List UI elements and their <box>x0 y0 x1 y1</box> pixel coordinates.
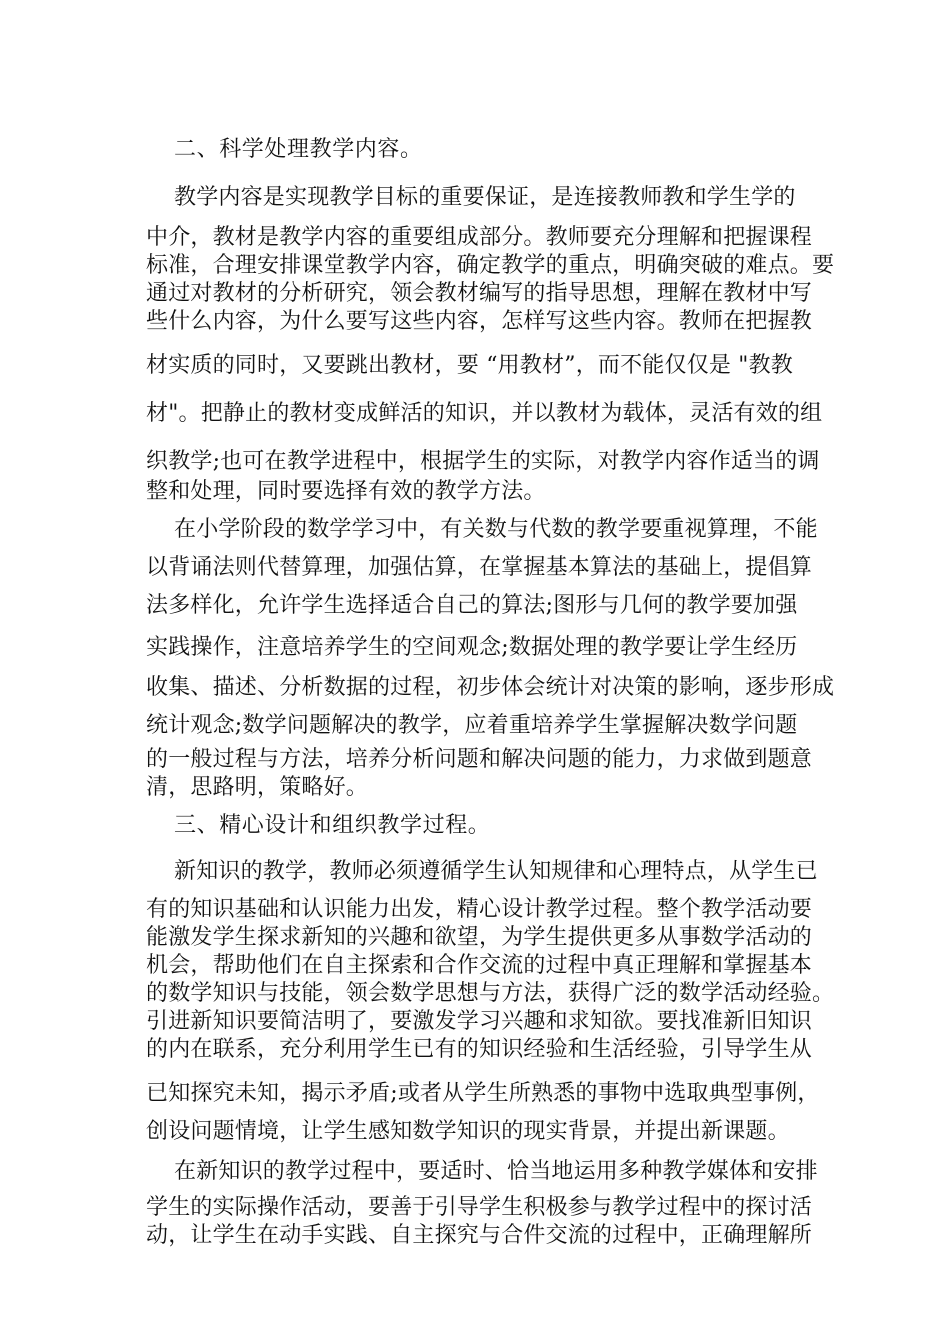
text-line: 机会，帮助他们在自主探索和合作交流的过程中真正理解和掌握基本 <box>146 953 813 978</box>
section-heading-3: 三、精心设计和组织教学过程。 <box>174 813 491 838</box>
text-line: 收集、描述、分析数据的过程，初步体会统计对决策的影响，逐步形成 <box>146 675 835 700</box>
text-line: 的数学知识与技能，领会数学思想与方法，获得广泛的数学活动经验。 <box>146 981 835 1006</box>
text-line: 些什么内容，为什么要写这些内容，怎样写这些内容。教师在把握教 <box>146 309 813 334</box>
text-line: 材实质的同时，又要跳出教材，要 “用教材”，而不能仅仅是 "教教 <box>146 353 794 378</box>
text-line: 能激发学生探求新知的兴趣和欲望，为学生提供更多从事数学活动的 <box>146 925 813 950</box>
text-line: 通过对教材的分析研究，领会教材编写的指导思想，理解在教材中写 <box>146 281 813 306</box>
text-line: 学生的实际操作活动，要善于引导学生积极参与教学过程中的探讨活 <box>146 1195 813 1220</box>
text-line: 有的知识基础和认识能力出发，精心设计教学过程。整个教学活动要 <box>146 897 813 922</box>
text-line: 以背诵法则代替算理，加强估算，在掌握基本算法的基础上，提倡算 <box>146 555 813 580</box>
text-line: 清，思路明，策略好。 <box>146 775 369 800</box>
text-line: 材"。把静止的教材变成鲜活的知识，并以教材为载体，灵活有效的组 <box>146 401 823 426</box>
text-line: 创设问题情境，让学生感知数学知识的现实背景，并提出新课题。 <box>146 1119 790 1144</box>
text-line: 动，让学生在动手实践、自主探究与合件交流的过程中，正确理解所 <box>146 1223 813 1248</box>
text-line: 统计观念;数学问题解决的教学，应着重培养学生掌握解决数学问题 <box>146 713 798 738</box>
text-line: 中介，教材是教学内容的重要组成部分。教师要充分理解和把握课程 <box>146 225 813 250</box>
text-line: 在小学阶段的数学学习中，有关数与代数的教学要重视算理，不能 <box>174 517 818 542</box>
text-line: 织教学;也可在教学进程中，根据学生的实际，对教学内容作适当的调 <box>146 449 820 474</box>
text-line: 的一般过程与方法，培养分析问题和解决问题的能力，力求做到题意 <box>146 747 813 772</box>
text-line: 标准，合理安排课堂教学内容，确定教学的重点，明确突破的难点。要 <box>146 253 835 278</box>
text-line: 新知识的教学，教师必须遵循学生认知规律和心理特点，从学生已 <box>174 859 818 884</box>
text-line: 法多样化，允许学生选择适合自己的算法;图形与几何的教学要加强 <box>146 593 798 618</box>
text-line: 在新知识的教学过程中，要适时、恰当地运用多种教学媒体和安排 <box>174 1159 818 1184</box>
text-line: 引进新知识要简洁明了，要激发学习兴趣和求知欲。要找准新旧知识 <box>146 1009 813 1034</box>
text-line: 教学内容是实现教学目标的重要保证，是连接教师教和学生学的 <box>174 185 796 210</box>
text-line: 整和处理，同时要选择有效的教学方法。 <box>146 479 546 504</box>
text-line: 的内在联系，充分利用学生已有的知识经验和生活经验，引导学生从 <box>146 1037 813 1062</box>
section-heading-2: 二、科学处理教学内容。 <box>174 137 423 162</box>
text-line: 实践操作，注意培养学生的空间观念;数据处理的教学要让学生经历 <box>146 635 798 660</box>
text-line: 已知探究未知，揭示矛盾;或者从学生所熟悉的事物中选取典型事例， <box>146 1081 820 1106</box>
